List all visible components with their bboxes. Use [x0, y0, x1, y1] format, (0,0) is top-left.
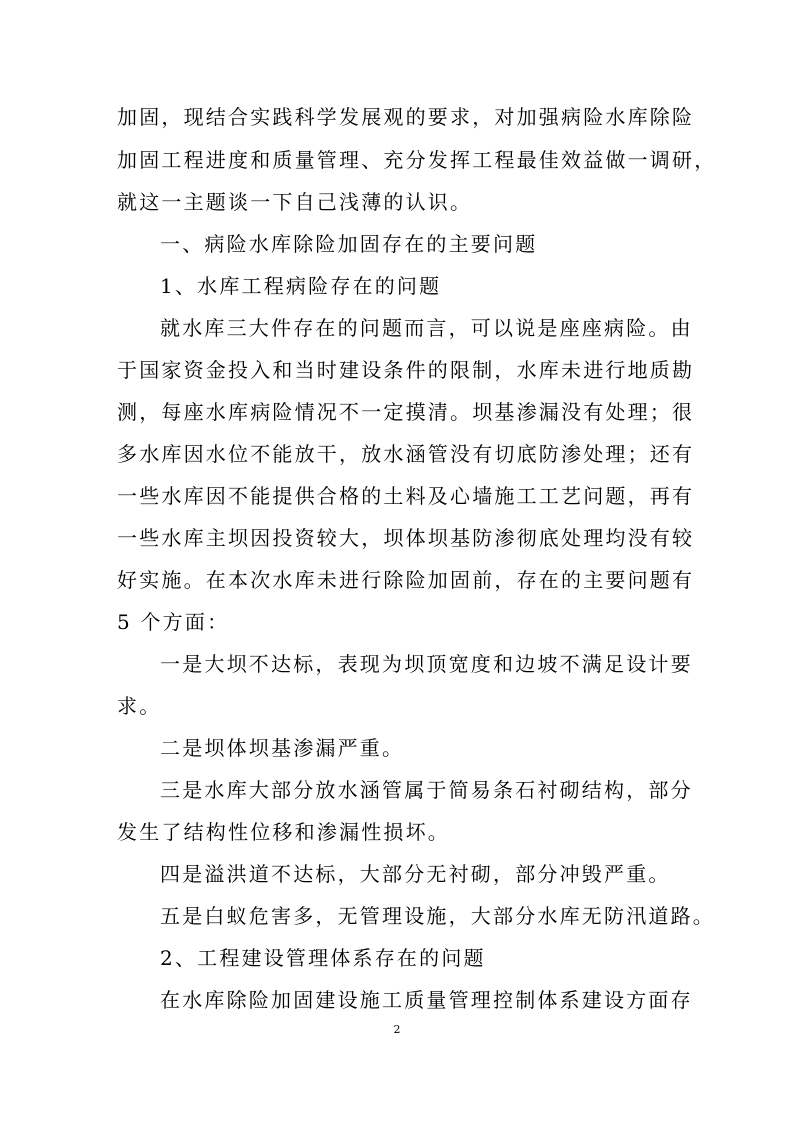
- text-line: 二是坝体坝基渗漏严重。: [160, 736, 405, 760]
- text-line: 求。: [117, 694, 162, 718]
- text-line: 测，每座水库病险情况不一定摸清。坝基渗漏没有处理；很: [117, 400, 695, 424]
- text-line: 四是溢洪道不达标，大部分无衬砌，部分冲毁严重。: [160, 862, 671, 886]
- subsection-heading: 1、水库工程病险存在的问题: [160, 274, 442, 298]
- text-line: 于国家资金投入和当时建设条件的限制，水库未进行地质勘: [117, 358, 695, 382]
- text-line: 好实施。在本次水库未进行除险加固前，存在的主要问题有: [117, 568, 695, 592]
- text-line: 加固，现结合实践科学发展观的要求，对加强病险水库除险: [117, 105, 695, 129]
- text-line: 就这一主题谈一下自己浅薄的认识。: [117, 190, 473, 214]
- text-line: 发生了结构性位移和渗漏性损坏。: [117, 820, 450, 844]
- text-line: 5 个方面：: [117, 610, 230, 634]
- text-line: 一些水库主坝因投资较大，坝体坝基防渗彻底处理均没有较: [117, 526, 695, 550]
- text-line: 多水库因水位不能放干，放水涵管没有切底防渗处理；还有: [117, 442, 695, 466]
- text-line: 一些水库因不能提供合格的土料及心墙施工工艺问题，再有: [117, 484, 695, 508]
- subsection-heading: 2、工程建设管理体系存在的问题: [160, 946, 486, 970]
- text-line: 五是白蚁危害多，无管理设施，大部分水库无防汛道路。: [160, 904, 715, 928]
- section-heading: 一、病险水库除险加固存在的主要问题: [160, 232, 538, 256]
- text-line: 在水库除险加固建设施工质量管理控制体系建设方面存: [160, 988, 693, 1012]
- text-line: 三是水库大部分放水涵管属于简易条石衬砌结构，部分: [160, 778, 693, 802]
- page-number: 2: [393, 1023, 401, 1036]
- text-line: 就水库三大件存在的问题而言，可以说是座座病险。由: [160, 316, 693, 340]
- text-line: 一是大坝不达标，表现为坝顶宽度和边坡不满足设计要: [160, 652, 693, 676]
- text-line: 加固工程进度和质量管理、充分发挥工程最佳效益做一调研，: [117, 148, 717, 172]
